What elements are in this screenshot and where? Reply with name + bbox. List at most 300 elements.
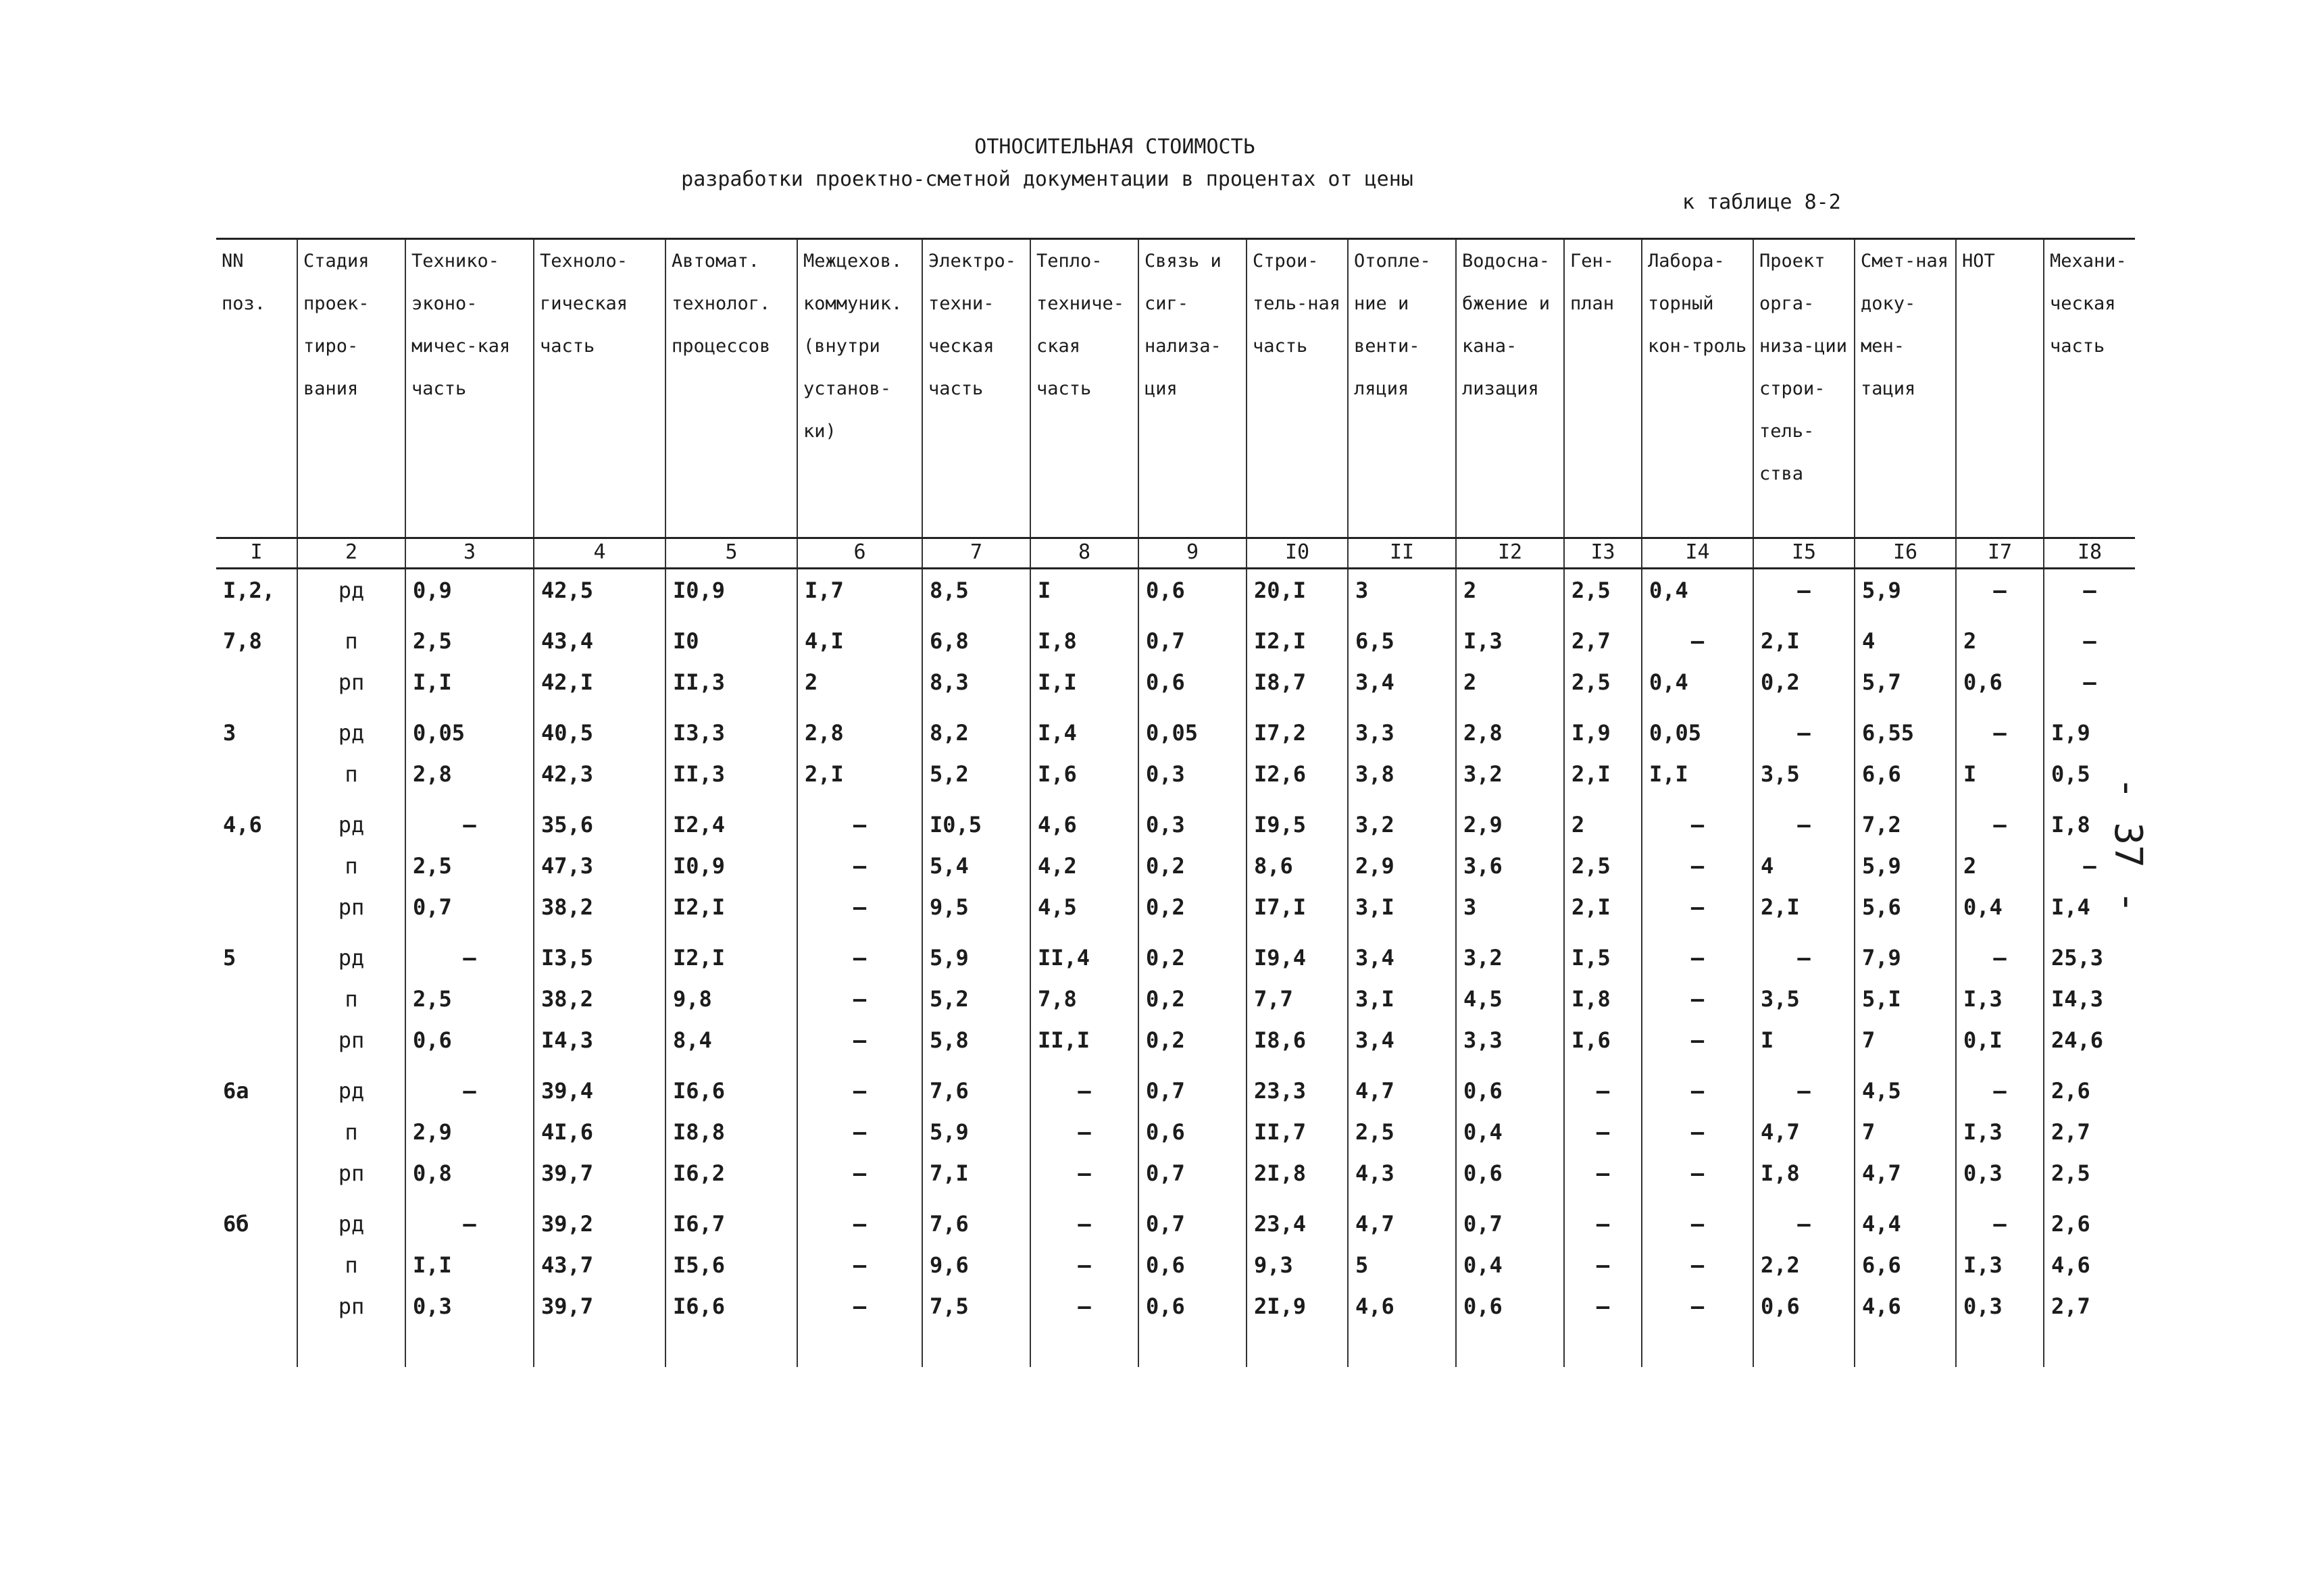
- value-cell: 3,5: [1753, 753, 1855, 794]
- value-cell: 7: [1855, 1019, 1956, 1060]
- value-cell: –: [1030, 1060, 1138, 1111]
- value-cell: I8,8: [665, 1111, 797, 1152]
- value-cell: 39,4: [534, 1060, 665, 1111]
- value-cell: 2,5: [2044, 1152, 2135, 1193]
- column-number: I6: [1855, 538, 1956, 569]
- value-cell: –: [1642, 1193, 1753, 1244]
- position-cell: [216, 1019, 297, 1060]
- column-number: 3: [405, 538, 534, 569]
- value-cell: –: [797, 978, 922, 1019]
- value-cell: 43,7: [534, 1244, 665, 1285]
- column-number: I2: [1456, 538, 1564, 569]
- value-cell: 7,I: [922, 1152, 1030, 1193]
- value-cell: 35,6: [534, 794, 665, 845]
- value-cell: I6,7: [665, 1193, 797, 1244]
- value-cell: –: [1564, 1244, 1642, 1285]
- value-cell: I3,5: [534, 927, 665, 978]
- value-cell: 9,5: [922, 886, 1030, 927]
- position-cell: [216, 1152, 297, 1193]
- value-cell: I,7: [797, 569, 922, 611]
- value-cell: I,8: [1030, 611, 1138, 661]
- value-cell: I6,6: [665, 1285, 797, 1367]
- value-cell: I6,2: [665, 1152, 797, 1193]
- value-cell: 2: [1564, 794, 1642, 845]
- value-cell: 3: [1456, 886, 1564, 927]
- value-cell: 5,2: [922, 753, 1030, 794]
- value-cell: –: [1030, 1193, 1138, 1244]
- value-cell: –: [797, 927, 922, 978]
- stage-cell: рд: [297, 927, 405, 978]
- value-cell: 2,9: [1456, 794, 1564, 845]
- value-cell: –: [2044, 661, 2135, 702]
- value-cell: 7,9: [1855, 927, 1956, 978]
- value-cell: –: [405, 927, 534, 978]
- column-number: 5: [665, 538, 797, 569]
- value-cell: 2,8: [1456, 702, 1564, 753]
- value-cell: 2,9: [1348, 845, 1456, 886]
- value-cell: –: [1956, 1060, 2044, 1111]
- column-header: Ген-план: [1564, 239, 1642, 538]
- column-number: 8: [1030, 538, 1138, 569]
- value-cell: 4,6: [1855, 1285, 1956, 1367]
- value-cell: 0,6: [1456, 1285, 1564, 1367]
- value-cell: 2: [1456, 661, 1564, 702]
- value-cell: 4,6: [1348, 1285, 1456, 1367]
- value-cell: 2I,9: [1247, 1285, 1348, 1367]
- value-cell: 4,7: [1348, 1060, 1456, 1111]
- value-cell: –: [1642, 978, 1753, 1019]
- stage-cell: рп: [297, 661, 405, 702]
- value-cell: 2,5: [405, 845, 534, 886]
- value-cell: I,8: [2044, 794, 2135, 845]
- column-number: 4: [534, 538, 665, 569]
- value-cell: 8,5: [922, 569, 1030, 611]
- value-cell: –: [1956, 702, 2044, 753]
- column-header: Тепло-техниче-ская часть: [1030, 239, 1138, 538]
- value-cell: 0,2: [1138, 927, 1247, 978]
- value-cell: I8,6: [1247, 1019, 1348, 1060]
- value-cell: 3,I: [1348, 978, 1456, 1019]
- value-cell: I: [1753, 1019, 1855, 1060]
- value-cell: –: [1642, 927, 1753, 978]
- table-row: [216, 927, 2135, 978]
- value-cell: I4,3: [2044, 978, 2135, 1019]
- value-cell: 2,I: [1564, 886, 1642, 927]
- value-cell: 5,6: [1855, 886, 1956, 927]
- column-header: НОТ: [1956, 239, 2044, 538]
- value-cell: 7,2: [1855, 794, 1956, 845]
- value-cell: –: [1564, 1111, 1642, 1152]
- value-cell: –: [1642, 1244, 1753, 1285]
- value-cell: 3,3: [1456, 1019, 1564, 1060]
- value-cell: I,9: [2044, 702, 2135, 753]
- value-cell: –: [1956, 1193, 2044, 1244]
- value-cell: 4,I: [797, 611, 922, 661]
- value-cell: 0,3: [1956, 1152, 2044, 1193]
- value-cell: I9,5: [1247, 794, 1348, 845]
- value-cell: 3,I: [1348, 886, 1456, 927]
- header-row: [216, 239, 2135, 538]
- value-cell: 2: [1456, 569, 1564, 611]
- value-cell: 3,2: [1456, 753, 1564, 794]
- value-cell: 2: [797, 661, 922, 702]
- value-cell: 0,6: [1956, 661, 2044, 702]
- value-cell: –: [2044, 569, 2135, 611]
- table-row: [216, 1244, 2135, 1285]
- value-cell: 0,05: [1642, 702, 1753, 753]
- table-reference: к таблице 8-2: [1682, 190, 1841, 214]
- stage-cell: рп: [297, 886, 405, 927]
- value-cell: 9,6: [922, 1244, 1030, 1285]
- value-cell: 7,8: [1030, 978, 1138, 1019]
- value-cell: –: [797, 1019, 922, 1060]
- value-cell: I,3: [1456, 611, 1564, 661]
- stage-cell: рд: [297, 794, 405, 845]
- value-cell: 5,4: [922, 845, 1030, 886]
- value-cell: 0,4: [1956, 886, 2044, 927]
- value-cell: I,4: [1030, 702, 1138, 753]
- table-row: [216, 845, 2135, 886]
- value-cell: 0,2: [1138, 1019, 1247, 1060]
- value-cell: 0,6: [405, 1019, 534, 1060]
- value-cell: 6,6: [1855, 753, 1956, 794]
- value-cell: 0,6: [1138, 1285, 1247, 1367]
- value-cell: 2,5: [405, 611, 534, 661]
- value-cell: I,4: [2044, 886, 2135, 927]
- position-cell: [216, 845, 297, 886]
- value-cell: 4I,6: [534, 1111, 665, 1152]
- value-cell: I2,6: [1247, 753, 1348, 794]
- value-cell: –: [1753, 1193, 1855, 1244]
- value-cell: 3,2: [1456, 927, 1564, 978]
- value-cell: 7,6: [922, 1193, 1030, 1244]
- value-cell: I0,9: [665, 845, 797, 886]
- value-cell: I: [1030, 569, 1138, 611]
- value-cell: 39,7: [534, 1152, 665, 1193]
- value-cell: 2,7: [1564, 611, 1642, 661]
- value-cell: 0,05: [1138, 702, 1247, 753]
- value-cell: I0: [665, 611, 797, 661]
- value-cell: 39,2: [534, 1193, 665, 1244]
- value-cell: –: [2044, 845, 2135, 886]
- value-cell: –: [797, 1060, 922, 1111]
- value-cell: 4: [1753, 845, 1855, 886]
- column-header: Технико-эконо-мичес-кая часть: [405, 239, 534, 538]
- value-cell: –: [1564, 1285, 1642, 1367]
- value-cell: 0,7: [1138, 1193, 1247, 1244]
- position-cell: [216, 661, 297, 702]
- cost-table: [216, 238, 2135, 1367]
- value-cell: 2,5: [1564, 845, 1642, 886]
- position-cell: 6а: [223, 1077, 249, 1104]
- value-cell: 0,6: [1456, 1152, 1564, 1193]
- value-cell: 6,8: [922, 611, 1030, 661]
- position-cell: [216, 886, 297, 927]
- value-cell: 3,4: [1348, 661, 1456, 702]
- value-cell: 0,2: [1138, 886, 1247, 927]
- value-cell: 6,55: [1855, 702, 1956, 753]
- stage-cell: п: [297, 611, 405, 661]
- stage-cell: рп: [297, 1019, 405, 1060]
- value-cell: 2,2: [1753, 1244, 1855, 1285]
- value-cell: I,9: [1564, 702, 1642, 753]
- value-cell: 39,7: [534, 1285, 665, 1367]
- table-row: [216, 1111, 2135, 1152]
- value-cell: –: [405, 1193, 534, 1244]
- column-number: II: [1348, 538, 1456, 569]
- stage-cell: рд: [297, 1060, 405, 1111]
- value-cell: 0,6: [1138, 1244, 1247, 1285]
- value-cell: 0,4: [1456, 1111, 1564, 1152]
- value-cell: 5,7: [1855, 661, 1956, 702]
- value-cell: 4,3: [1348, 1152, 1456, 1193]
- value-cell: 2,6: [2044, 1060, 2135, 1111]
- value-cell: –: [1753, 702, 1855, 753]
- table-row: [216, 702, 2135, 753]
- value-cell: I7,2: [1247, 702, 1348, 753]
- stage-cell: рп: [297, 1285, 405, 1367]
- table-row: [216, 886, 2135, 927]
- value-cell: 0,3: [1138, 794, 1247, 845]
- value-cell: I5,6: [665, 1244, 797, 1285]
- value-cell: 0,6: [1138, 569, 1247, 611]
- value-cell: 0,6: [1138, 1111, 1247, 1152]
- value-cell: 0,7: [1456, 1193, 1564, 1244]
- value-cell: 2,5: [405, 978, 534, 1019]
- value-cell: I7,I: [1247, 886, 1348, 927]
- column-number: 9: [1138, 538, 1247, 569]
- value-cell: 3,8: [1348, 753, 1456, 794]
- value-cell: 0,4: [1642, 569, 1753, 611]
- value-cell: 2,8: [405, 753, 534, 794]
- value-cell: 0,6: [1753, 1285, 1855, 1367]
- value-cell: 4,4: [1855, 1193, 1956, 1244]
- column-number: I4: [1642, 538, 1753, 569]
- stage-cell: рд: [297, 569, 405, 611]
- column-number: I8: [2044, 538, 2135, 569]
- value-cell: 2,5: [1564, 569, 1642, 611]
- value-cell: I,8: [1753, 1152, 1855, 1193]
- value-cell: 8,6: [1247, 845, 1348, 886]
- value-cell: 43,4: [534, 611, 665, 661]
- stage-cell: рп: [297, 1152, 405, 1193]
- value-cell: I4,3: [534, 1019, 665, 1060]
- value-cell: –: [1956, 794, 2044, 845]
- value-cell: –: [1642, 886, 1753, 927]
- value-cell: 0,3: [1956, 1285, 2044, 1367]
- value-cell: I,6: [1564, 1019, 1642, 1060]
- column-header: Строи-тель-ная часть: [1247, 239, 1348, 538]
- value-cell: 2,7: [2044, 1285, 2135, 1367]
- value-cell: –: [797, 1193, 922, 1244]
- value-cell: –: [1564, 1152, 1642, 1193]
- value-cell: –: [797, 1244, 922, 1285]
- value-cell: –: [2044, 611, 2135, 661]
- value-cell: –: [1753, 794, 1855, 845]
- value-cell: –: [1642, 794, 1753, 845]
- table-row: [216, 753, 2135, 794]
- value-cell: 0,5: [2044, 753, 2135, 794]
- value-cell: –: [1956, 569, 2044, 611]
- value-cell: 4,5: [1030, 886, 1138, 927]
- value-cell: 0,2: [1753, 661, 1855, 702]
- value-cell: 4,5: [1456, 978, 1564, 1019]
- value-cell: –: [1564, 1060, 1642, 1111]
- value-cell: I: [1956, 753, 2044, 794]
- value-cell: –: [1956, 927, 2044, 978]
- value-cell: –: [1753, 927, 1855, 978]
- value-cell: I9,4: [1247, 927, 1348, 978]
- value-cell: I,I: [405, 661, 534, 702]
- value-cell: –: [1642, 611, 1753, 661]
- value-cell: I0,9: [665, 569, 797, 611]
- stage-cell: рд: [297, 702, 405, 753]
- column-number: I3: [1564, 538, 1642, 569]
- value-cell: 3,2: [1348, 794, 1456, 845]
- column-header: Автомат. технолог. процессов: [665, 239, 797, 538]
- value-cell: 4,5: [1855, 1060, 1956, 1111]
- value-cell: –: [1753, 1060, 1855, 1111]
- stage-cell: п: [297, 1244, 405, 1285]
- position-cell: [216, 1244, 297, 1285]
- column-header: Межцехов. коммуник. (внутри установ-ки): [797, 239, 922, 538]
- value-cell: I,I: [405, 1244, 534, 1285]
- value-cell: –: [1030, 1244, 1138, 1285]
- value-cell: II,4: [1030, 927, 1138, 978]
- position-cell: 3: [223, 719, 236, 746]
- position-cell: I,2,: [223, 577, 276, 603]
- value-cell: 7: [1855, 1111, 1956, 1152]
- value-cell: 3,3: [1348, 702, 1456, 753]
- value-cell: 7,5: [922, 1285, 1030, 1367]
- value-cell: 0,9: [405, 569, 534, 611]
- value-cell: 0,6: [1456, 1060, 1564, 1111]
- value-cell: I,I: [1642, 753, 1753, 794]
- value-cell: 2,5: [1564, 661, 1642, 702]
- value-cell: –: [797, 1285, 922, 1367]
- value-cell: I,5: [1564, 927, 1642, 978]
- value-cell: 4,6: [1030, 794, 1138, 845]
- value-cell: 2,I: [1753, 886, 1855, 927]
- value-cell: –: [797, 845, 922, 886]
- column-header: Лабора-торный кон-троль: [1642, 239, 1753, 538]
- value-cell: 2,6: [2044, 1193, 2135, 1244]
- value-cell: 7,7: [1247, 978, 1348, 1019]
- table-row: [216, 1193, 2135, 1244]
- value-cell: –: [1030, 1285, 1138, 1367]
- value-cell: 0,8: [405, 1152, 534, 1193]
- value-cell: 2,5: [1348, 1111, 1456, 1152]
- value-cell: I,I: [1030, 661, 1138, 702]
- value-cell: 9,8: [665, 978, 797, 1019]
- value-cell: –: [797, 794, 922, 845]
- value-cell: 4,6: [2044, 1244, 2135, 1285]
- value-cell: 0,4: [1456, 1244, 1564, 1285]
- value-cell: 4,7: [1348, 1193, 1456, 1244]
- column-header: Стадия проек-тиро-вания: [297, 239, 405, 538]
- value-cell: 0,I: [1956, 1019, 2044, 1060]
- column-number: 7: [922, 538, 1030, 569]
- value-cell: 0,3: [1138, 753, 1247, 794]
- value-cell: 2,I: [1564, 753, 1642, 794]
- value-cell: I8,7: [1247, 661, 1348, 702]
- position-cell: 5: [223, 944, 236, 971]
- value-cell: I3,3: [665, 702, 797, 753]
- value-cell: –: [405, 794, 534, 845]
- value-cell: I,3: [1956, 978, 2044, 1019]
- column-header: Техноло-гическая часть: [534, 239, 665, 538]
- stage-cell: п: [297, 753, 405, 794]
- value-cell: 23,4: [1247, 1193, 1348, 1244]
- column-header: Смет-ная доку-мен-тация: [1855, 239, 1956, 538]
- value-cell: 0,3: [405, 1285, 534, 1367]
- table-row: [216, 1060, 2135, 1111]
- value-cell: 7,6: [922, 1060, 1030, 1111]
- value-cell: 23,3: [1247, 1060, 1348, 1111]
- value-cell: I6,6: [665, 1060, 797, 1111]
- position-cell: 7,8: [223, 627, 262, 654]
- value-cell: 4,7: [1855, 1152, 1956, 1193]
- table-row: [216, 1285, 2135, 1367]
- value-cell: –: [1753, 569, 1855, 611]
- value-cell: 0,6: [1138, 661, 1247, 702]
- value-cell: 2,9: [405, 1111, 534, 1152]
- stage-cell: п: [297, 845, 405, 886]
- table-row: [216, 794, 2135, 845]
- column-number: I5: [1753, 538, 1855, 569]
- value-cell: 42,3: [534, 753, 665, 794]
- value-cell: 2: [1956, 611, 2044, 661]
- value-cell: –: [1030, 1152, 1138, 1193]
- value-cell: –: [405, 1060, 534, 1111]
- table-body: [216, 569, 2135, 1368]
- table-row: [216, 661, 2135, 702]
- column-number-row: [216, 538, 2135, 569]
- column-number: 2: [297, 538, 405, 569]
- column-header: Электро-техни-ческая часть: [922, 239, 1030, 538]
- value-cell: 2,I: [1753, 611, 1855, 661]
- table-row: [216, 1152, 2135, 1193]
- value-cell: 6,5: [1348, 611, 1456, 661]
- position-cell: 6б: [223, 1210, 249, 1237]
- value-cell: 2I,8: [1247, 1152, 1348, 1193]
- value-cell: II,7: [1247, 1111, 1348, 1152]
- value-cell: 42,I: [534, 661, 665, 702]
- value-cell: 0,2: [1138, 978, 1247, 1019]
- value-cell: II,I: [1030, 1019, 1138, 1060]
- value-cell: 0,7: [405, 886, 534, 927]
- value-cell: 2: [1956, 845, 2044, 886]
- value-cell: I2,I: [665, 886, 797, 927]
- value-cell: I2,I: [1247, 611, 1348, 661]
- column-number: I: [216, 538, 297, 569]
- value-cell: 4,7: [1753, 1111, 1855, 1152]
- value-cell: 9,3: [1247, 1244, 1348, 1285]
- value-cell: 5,9: [1855, 569, 1956, 611]
- value-cell: 5,2: [922, 978, 1030, 1019]
- value-cell: 3,4: [1348, 927, 1456, 978]
- value-cell: I2,4: [665, 794, 797, 845]
- value-cell: 5,I: [1855, 978, 1956, 1019]
- value-cell: 24,6: [2044, 1019, 2135, 1060]
- value-cell: –: [1642, 845, 1753, 886]
- value-cell: 0,2: [1138, 845, 1247, 886]
- value-cell: –: [1030, 1111, 1138, 1152]
- position-cell: [216, 1285, 297, 1367]
- column-header: Водосна-бжение и кана-лизация: [1456, 239, 1564, 538]
- column-number: I0: [1247, 538, 1348, 569]
- column-header: NN поз.: [216, 239, 297, 538]
